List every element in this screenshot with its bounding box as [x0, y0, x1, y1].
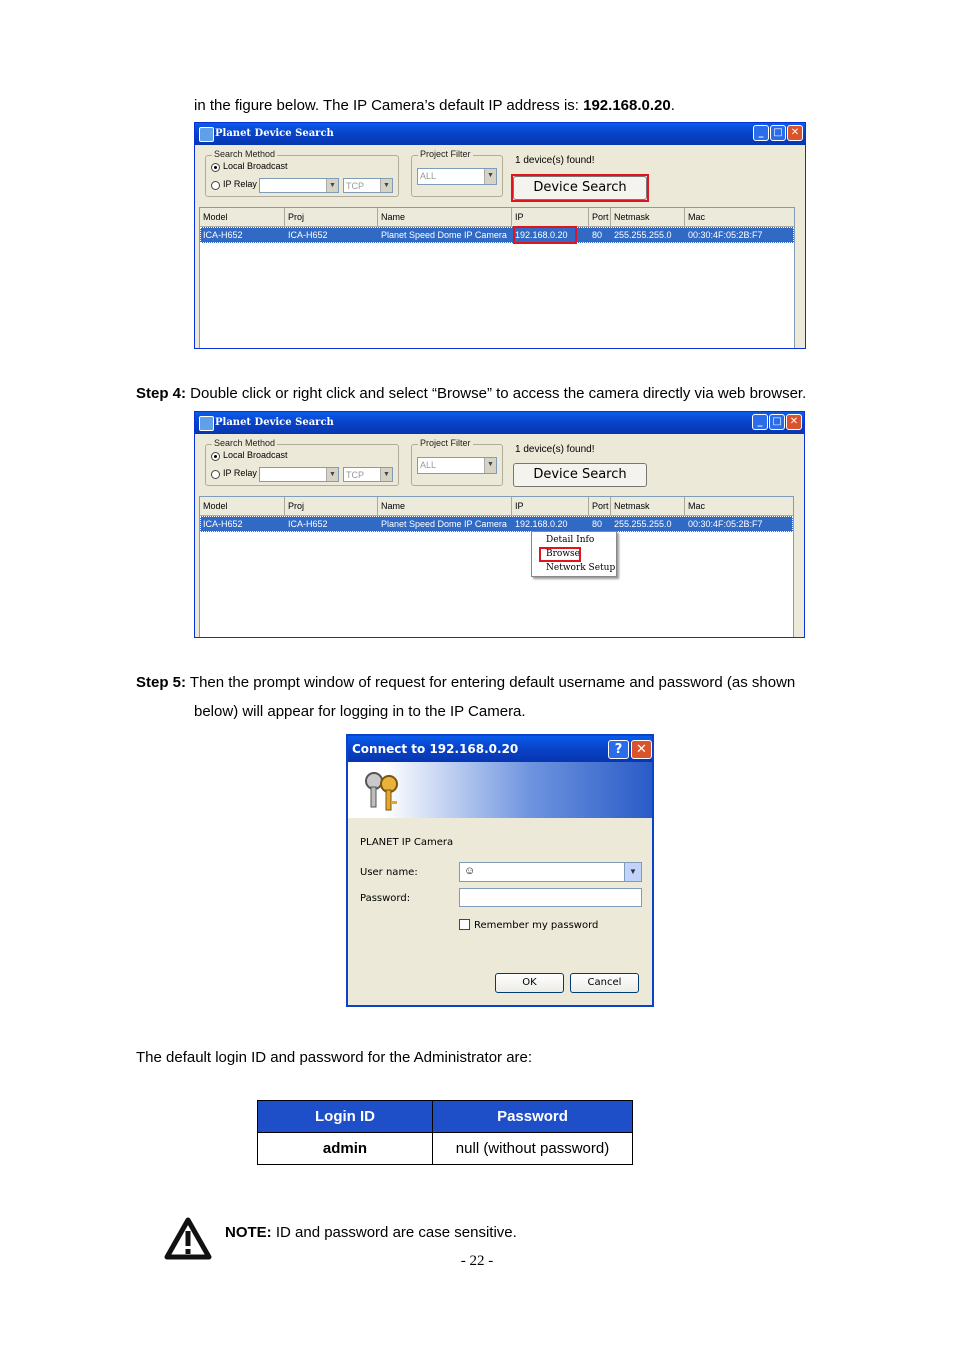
step4-text: Step 4: Double click or right click and select “Browse” to access the camera directly via web browser.	[136, 385, 807, 402]
dropdown-arrow-icon: ▼	[380, 468, 392, 481]
ip-relay-radio[interactable]	[211, 181, 220, 190]
project-filter-group: Project Filter	[411, 444, 503, 486]
project-filter-group: Project Filter	[411, 155, 503, 197]
title-bar	[195, 123, 805, 145]
found-text: 1 device(s) found!	[515, 444, 595, 455]
device-search-button[interactable]: Device Search	[513, 463, 647, 487]
dialog-title-bar	[348, 736, 652, 762]
password-field[interactable]	[459, 888, 642, 907]
default-credentials-text: The default login ID and password for the Administrator are:	[136, 1049, 533, 1066]
list-header: Model Proj Name IP Port Netmask Mac	[200, 497, 793, 516]
context-menu	[531, 531, 617, 577]
ip-relay-combo[interactable]	[259, 178, 339, 193]
close-icon[interactable]: ✕	[631, 740, 652, 759]
dialog-title: Connect to 192.168.0.20	[352, 742, 519, 756]
app-icon	[199, 127, 214, 142]
dropdown-arrow-icon: ▼	[484, 458, 496, 473]
table-row	[258, 1133, 633, 1165]
login-id-header: Login ID	[258, 1101, 433, 1133]
window-title: Planet Device Search	[215, 417, 334, 428]
close-icon[interactable]: ✕	[786, 414, 802, 430]
minimize-icon[interactable]: _	[752, 414, 768, 430]
maximize-icon[interactable]: □	[769, 414, 785, 430]
user-icon: ☺	[464, 865, 476, 877]
window-title: Planet Device Search	[215, 128, 334, 139]
credentials-table	[257, 1100, 633, 1165]
list-header: Model Proj Name IP Port Netmask Mac	[200, 208, 794, 227]
close-icon[interactable]: ✕	[787, 125, 803, 141]
protocol-combo[interactable]: TCP ▼	[343, 467, 393, 482]
intro-text: in the figure below. The IP Camera’s default IP address is: 192.168.0.20.	[194, 97, 675, 114]
device-search-window-1: Planet Device Search _ □ ✕ Search Method Local Broadcast IP Relay ▼ TCP ▼ Project Filter ALL ▼ 1 device(s) found! Device Search Model Proj Name IP Port Netmask Mac ICA-H652 ICA-H652 Planet Speed Dome IP Camera 192.168.0.20 80 255.255.255.0 00:30:4F:05:2B:F7	[194, 122, 806, 349]
note-text: NOTE: ID and password are case sensitive.	[225, 1224, 517, 1241]
ip-relay-radio[interactable]	[211, 470, 220, 479]
app-icon	[199, 416, 214, 431]
title-bar	[195, 412, 804, 434]
username-label: User name:	[360, 867, 418, 878]
remember-checkbox[interactable]	[459, 919, 470, 930]
menu-item-browse[interactable]: Browse	[546, 549, 580, 559]
dropdown-arrow-icon: ▼	[326, 468, 338, 481]
remember-label: Remember my password	[474, 920, 599, 931]
device-search-window-2: Planet Device Search _ □ ✕ Search Method Local Broadcast IP Relay ▼ TCP ▼ Project Filter ALL ▼ 1 device(s) found! Device Search Model Proj Name IP Port Netmask Mac ICA-H652 ICA-H652 Planet Speed Dome IP Camera 192.168.0.20 80 255.255.255.0 00:30:4F:05:2B:F7 Detail Info Browse Network Setup	[194, 411, 805, 638]
default-ip: 192.168.0.20	[583, 97, 671, 114]
username-combo[interactable]	[459, 862, 642, 882]
dialog-banner	[348, 762, 652, 818]
password-label: Password:	[360, 893, 411, 904]
menu-item-network-setup[interactable]: Network Setup	[546, 563, 616, 573]
local-broadcast-radio[interactable]	[211, 163, 220, 172]
dropdown-arrow-icon[interactable]: ▼	[624, 863, 641, 881]
menu-item-detail-info[interactable]: Detail Info	[546, 535, 595, 545]
login-dialog	[346, 734, 654, 1007]
device-list[interactable]	[199, 207, 795, 349]
project-filter-combo[interactable]: ALL ▼	[417, 457, 497, 474]
table-header-row	[258, 1101, 633, 1133]
dropdown-arrow-icon: ▼	[380, 179, 392, 192]
local-broadcast-radio[interactable]	[211, 452, 220, 461]
page-number: - 22 -	[460, 1253, 494, 1269]
maximize-icon[interactable]: □	[770, 125, 786, 141]
dropdown-arrow-icon: ▼	[484, 169, 496, 184]
dropdown-arrow-icon: ▼	[326, 179, 338, 192]
step5-line1: Step 5: Then the prompt window of request for entering default username and password (as shown	[136, 674, 796, 691]
realm-text: PLANET IP Camera	[360, 837, 454, 848]
project-filter-combo[interactable]: ALL ▼	[417, 168, 497, 185]
login-id-value: admin	[258, 1133, 433, 1165]
minimize-icon[interactable]: _	[753, 125, 769, 141]
search-method-group: Search Method	[205, 155, 399, 197]
found-text: 1 device(s) found!	[515, 155, 595, 166]
password-value: null (without password)	[433, 1133, 633, 1165]
device-list[interactable]	[199, 496, 794, 638]
device-row[interactable]: ICA-H652 ICA-H652 Planet Speed Dome IP Camera 192.168.0.20 80 255.255.255.0 00:30:4F:05:2B:F7	[200, 516, 793, 532]
password-header: Password	[433, 1101, 633, 1133]
device-row[interactable]: ICA-H652 ICA-H652 Planet Speed Dome IP Camera 192.168.0.20 80 255.255.255.0 00:30:4F:05:2B:F7	[200, 227, 794, 243]
ip-relay-combo[interactable]	[259, 467, 339, 482]
search-method-group: Search Method	[205, 444, 399, 486]
device-search-button[interactable]: Device Search	[513, 176, 647, 200]
protocol-combo[interactable]: TCP ▼	[343, 178, 393, 193]
ok-button[interactable]: OK	[495, 973, 564, 993]
step5-line2: below) will appear for logging in to the IP Camera.	[194, 703, 526, 720]
help-icon[interactable]: ?	[608, 740, 629, 759]
keys-icon	[362, 770, 406, 812]
cancel-button[interactable]: Cancel	[570, 973, 639, 993]
